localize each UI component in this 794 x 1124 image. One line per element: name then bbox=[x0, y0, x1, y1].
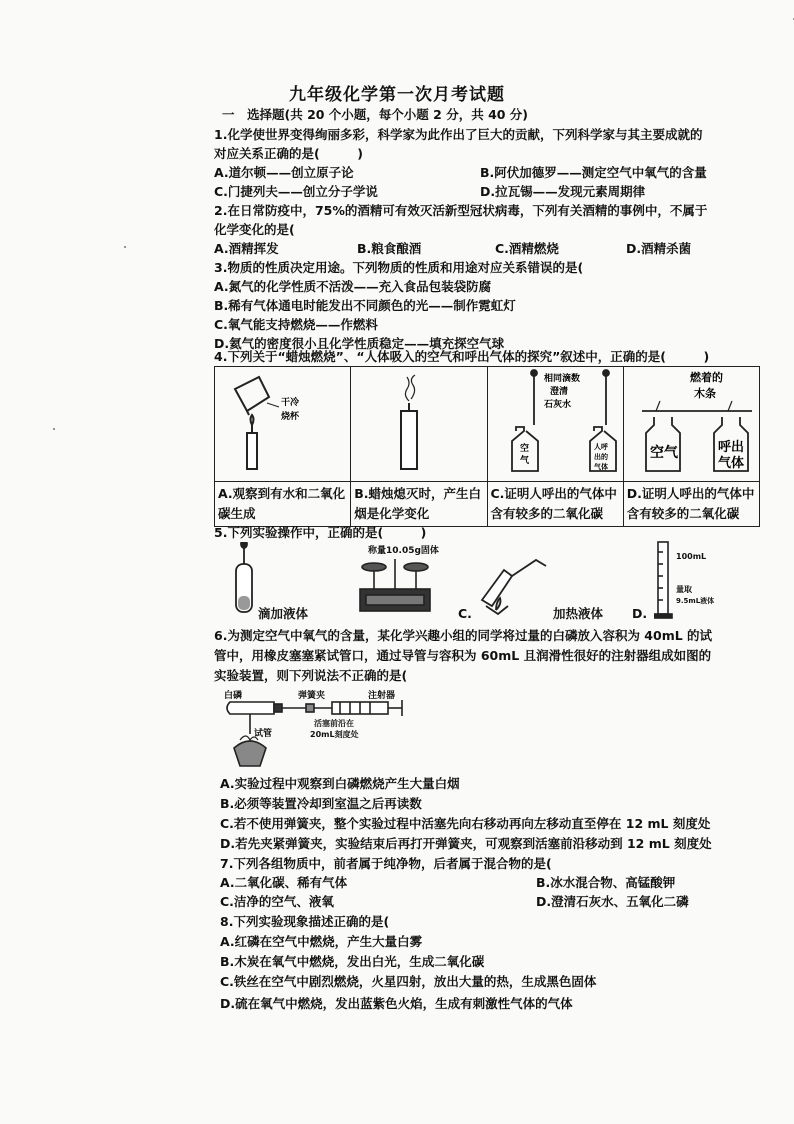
q1-option-c: C.门捷列夫——创立分子学说 bbox=[214, 184, 378, 199]
q6-option-a: A.实验过程中观察到白磷燃烧产生大量白烟 bbox=[220, 776, 460, 791]
q5-cylinder-read-2: 9.5mL液体 bbox=[676, 597, 715, 605]
q7-option-b: B.冰水混合物、高锰酸钾 bbox=[536, 875, 676, 890]
q4-air-label: 空 bbox=[519, 444, 529, 454]
q3-stem: 3.物质的性质决定用途。下列物质的性质和用途对应关系错误的是( bbox=[214, 260, 584, 275]
q3-option-b: B.稀有气体通电时能发出不同颜色的光——制作霓虹灯 bbox=[214, 298, 516, 313]
q5-cylinder-capacity: 100mL bbox=[676, 552, 707, 561]
q6-piston-label-1: 活塞前沿在 bbox=[314, 719, 354, 728]
q3-option-c: C.氧气能支持燃烧——作燃料 bbox=[214, 317, 378, 332]
dropper-into-tube-figure bbox=[226, 542, 266, 614]
q6-option-c: C.若不使用弹簧夹，整个实验过程中活塞先向右移动再向左移动直至停在 12 mL 刻度处 bbox=[220, 816, 711, 831]
q6-phosphorus-label: 白磷 bbox=[224, 691, 243, 701]
page-title: 九年级化学第一次月考试题 bbox=[289, 85, 505, 105]
q5-figure-b bbox=[354, 545, 439, 615]
q4-breath-label-2: 出的 bbox=[593, 453, 608, 461]
q5-figure-d bbox=[654, 540, 715, 620]
q4-cell-b-figure bbox=[351, 367, 487, 482]
q4-limewater-label-3: 石灰水 bbox=[543, 400, 571, 410]
q8-stem: 8.下列实验现象描述正确的是( bbox=[220, 914, 390, 929]
q4-splint-label-2: 木条 bbox=[693, 387, 716, 400]
q2-stem-line2: 化学变化的是( bbox=[214, 222, 295, 237]
q2-stem-line1: 2.在日常防疫中，75%的酒精可有效灭活新型冠状病毒，下列有关酒精的事例中，不属于 bbox=[214, 203, 708, 218]
q2-option-b: B.粮食酿酒 bbox=[357, 241, 422, 256]
q5-option-a-label: 滴加液体 bbox=[258, 606, 309, 621]
q6-tube-label: 试管 bbox=[254, 729, 273, 739]
q2-option-c: C.酒精燃烧 bbox=[495, 241, 559, 256]
q6-piston-label-2: 20mL刻度处 bbox=[310, 730, 359, 739]
heating-tube-figure bbox=[476, 550, 556, 616]
q4-option-c: C.证明人呼出的气体中含有较多的二氧化碳 bbox=[487, 482, 623, 527]
q4-cell-d-figure bbox=[623, 367, 759, 482]
q7-option-a: A.二氧化碳、稀有气体 bbox=[220, 875, 348, 890]
scan-speck bbox=[53, 428, 55, 430]
q4-cell-a-figure bbox=[215, 367, 351, 482]
q4-dry-cold-label-1: 干冷 bbox=[281, 398, 300, 408]
q3-option-d: D.氦气的密度很小且化学性质稳定——填充探空气球 bbox=[214, 336, 505, 351]
q4-breath-label-d-1: 呼出 bbox=[717, 440, 744, 455]
q4-splint-label-1: 燃着的 bbox=[689, 371, 723, 384]
q4-breath-label-d-2: 气体 bbox=[717, 456, 744, 471]
q8-option-b: B.木炭在氧气中燃烧，发出白光，生成二氧化碳 bbox=[220, 954, 485, 969]
q3-option-a: A.氮气的化学性质不活泼——充入食品包装袋防腐 bbox=[214, 279, 492, 294]
q6-apparatus-figure bbox=[220, 686, 410, 772]
q4-option-b: B.蜡烛熄灭时，产生白烟是化学变化 bbox=[351, 482, 487, 527]
q6-option-b: B.必须等装置冷却到室温之后再读数 bbox=[220, 796, 422, 811]
q1-option-b: B.阿伏加德罗——测定空气中氧气的含量 bbox=[480, 165, 707, 180]
q8-option-d: D.硫在氧气中燃烧，发出蓝紫色火焰，生成有刺激性气体的气体 bbox=[220, 996, 573, 1011]
q6-syringe-label: 注射器 bbox=[368, 691, 396, 701]
scan-speck bbox=[124, 246, 126, 248]
q6-stem-line2: 管中，用橡皮塞塞紧试管口，通过导管与容积为 60mL 且润滑性很好的注射器组成如图的 bbox=[214, 648, 712, 663]
q5-option-c-letter: C. bbox=[458, 606, 472, 621]
q5-option-c-label: 加热液体 bbox=[553, 606, 604, 621]
beaker-over-candle-figure bbox=[215, 367, 351, 475]
q5-figure-c bbox=[476, 550, 556, 616]
q7-option-c: C.洁净的空气、液氧 bbox=[220, 894, 334, 909]
q1-option-a: A.道尔顿——创立原子论 bbox=[214, 165, 354, 180]
q7-stem: 7.下列各组物质中，前者属于纯净物，后者属于混合物的是( bbox=[220, 856, 552, 871]
q4-dry-cold-label-2: 烧杯 bbox=[281, 412, 300, 422]
q6-option-d: D.若先夹紧弹簧夹，实验结束后再打开弹簧夹，可观察到活塞前沿移动到 12 mL 刻度处 bbox=[220, 836, 712, 851]
q4-breath-label: 人呼 bbox=[593, 443, 608, 451]
q8-option-c: C.铁丝在空气中剧烈燃烧，火星四射，放出大量的热，生成黑色固体 bbox=[220, 974, 597, 989]
q1-stem-line2: 对应关系正确的是( ) bbox=[214, 146, 363, 161]
q4-breath-label-3: 气体 bbox=[593, 463, 608, 471]
q1-stem-line1: 1.化学使世界变得绚丽多彩，科学家为此作出了巨大的贡献，下列科学家与其主要成就的 bbox=[214, 127, 703, 142]
limewater-droppers-figure bbox=[488, 367, 634, 475]
q4-option-a: A.观察到有水和二氧化碳生成 bbox=[215, 482, 351, 527]
q5-balance-label: 称量10.05g固体 bbox=[368, 546, 439, 556]
extinguished-candle-figure bbox=[351, 367, 477, 475]
q6-stem-line3: 实验装置，则下列说法不正确的是( bbox=[214, 668, 408, 683]
q4-stem: 4.下列关于“蜡烛燃烧”、“人体吸入的空气和呼出气体的探究”叙述中，正确的是( ) bbox=[214, 349, 710, 364]
q5-option-d-letter: D. bbox=[632, 606, 648, 621]
q2-option-a: A.酒精挥发 bbox=[214, 241, 279, 256]
q6-clip-label: 弹簧夹 bbox=[298, 691, 326, 701]
q4-air-label-d: 空气 bbox=[649, 445, 678, 461]
burning-splint-figure bbox=[624, 367, 770, 475]
q8-option-a: A.红磷在空气中燃烧，产生大量白雾 bbox=[220, 934, 423, 949]
q6-stem-line1: 6.为测定空气中氧气的含量，某化学兴趣小组的同学将过量的白磷放入容积为 40mL 的试 bbox=[214, 628, 713, 643]
q4-figure-table bbox=[214, 366, 760, 527]
q1-option-d: D.拉瓦锡——发现元素周期律 bbox=[480, 184, 646, 199]
q4-limewater-label-1: 相同滴数 bbox=[543, 374, 580, 384]
q5-figure-a bbox=[226, 542, 266, 614]
q2-option-d: D.酒精杀菌 bbox=[626, 241, 692, 256]
q5-stem: 5.下列实验操作中，正确的是( ) bbox=[214, 525, 427, 540]
section-heading: 一 选择题(共 20 个小题，每个小题 2 分，共 40 分) bbox=[222, 107, 529, 122]
q4-air-label-2: 气 bbox=[519, 456, 529, 466]
q4-option-d: D.证明人呼出的气体中含有较多的二氧化碳 bbox=[623, 482, 759, 527]
graduated-cylinder-figure bbox=[654, 540, 674, 620]
q4-cell-c-figure bbox=[487, 367, 623, 482]
q7-option-d: D.澄清石灰水、五氧化二磷 bbox=[536, 894, 689, 909]
q5-cylinder-read-1: 量取 bbox=[676, 585, 692, 594]
q4-limewater-label-2: 澄清 bbox=[549, 387, 568, 397]
